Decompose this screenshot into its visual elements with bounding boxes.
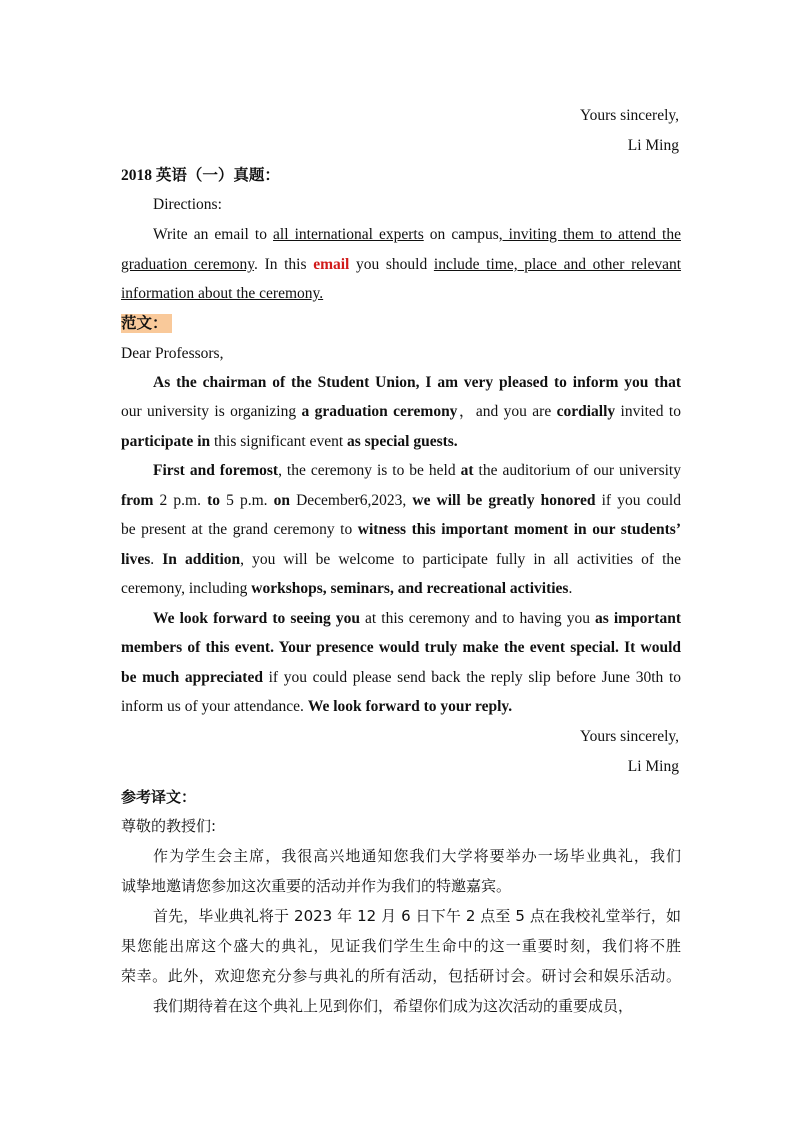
text-run: December6,2023, xyxy=(289,492,413,509)
translation-line-5: 荣幸。此外，欢迎您充分参与典礼的所有活动，包括研讨会。研讨会和娱乐活动。 xyxy=(121,967,681,985)
text-run: Write an email to xyxy=(153,226,274,243)
underlined-run: graduation ceremony xyxy=(121,256,255,273)
text-run: the auditorium of our university xyxy=(473,462,681,479)
para3-line-4 xyxy=(121,697,681,717)
bold-run: from xyxy=(121,492,154,509)
para1-line-2 xyxy=(121,402,681,422)
translation-greeting: 尊敬的教授们: xyxy=(121,817,217,835)
letter-closing-name: Li Ming xyxy=(627,758,679,775)
translation-line-4: 果您能出席这个盛大的典礼，见证我们学生生命中的这一重要时刻，我们将不胜 xyxy=(121,937,681,955)
closing-sincerely: Yours sincerely, xyxy=(579,107,679,124)
para2-line-1 xyxy=(153,461,681,481)
bold-run: a graduation ceremony xyxy=(301,403,458,420)
directions-line-1 xyxy=(153,225,681,245)
text-run: , the ceremony is to be held xyxy=(278,462,461,479)
text-run: . In this xyxy=(254,256,314,273)
text-run: inform us of your attendance. xyxy=(121,698,308,715)
bold-run: We look forward to seeing you xyxy=(153,610,360,627)
bold-run: at xyxy=(460,462,474,479)
para3-line-3 xyxy=(121,668,681,688)
bold-run: In addition xyxy=(162,551,241,568)
directions-label: Directions: xyxy=(153,196,222,213)
translation-label: 参考译文： xyxy=(121,788,197,806)
text-run: invited to xyxy=(615,403,681,420)
text-run: this significant event xyxy=(210,433,348,450)
bold-run: be much appreciated xyxy=(121,669,263,686)
bold-run: lives xyxy=(121,551,151,568)
text-run: if you could xyxy=(595,492,681,509)
para1-line-1: As the chairman of the Student Union, I am very pleased to inform you that xyxy=(153,374,681,391)
closing-name: Li Ming xyxy=(627,137,679,154)
bold-run: as important xyxy=(595,610,682,627)
text-run: , you will be welcome to participate fully in all activities of the xyxy=(240,551,682,568)
sample-label xyxy=(121,314,681,334)
text-run: on campus xyxy=(423,226,499,243)
text-run: you should xyxy=(349,256,434,273)
letter-greeting: Dear Professors, xyxy=(121,345,224,362)
bold-run: as special guests. xyxy=(347,433,458,450)
sample-label-text: 范文： xyxy=(121,314,172,333)
para2-line-3 xyxy=(121,520,681,540)
text-run: if you could please send back the reply slip before June 30th to xyxy=(262,669,681,686)
underlined-run: include time, place and other relevant xyxy=(433,256,682,273)
bold-run: We look forward to your reply. xyxy=(307,698,513,715)
bold-run: we will be greatly honored xyxy=(412,492,596,509)
bold-run: participate in xyxy=(121,433,211,450)
translation-line-1: 作为学生会主席，我很高兴地通知您我们大学将要举办一场毕业典礼，我们 xyxy=(153,847,681,865)
directions-line-2 xyxy=(121,255,681,275)
para2-line-4 xyxy=(121,550,681,570)
text-run: . xyxy=(150,551,163,568)
translation-line-2: 诚挚地邀请您参加这次重要的活动并作为我们的特邀嘉宾。 xyxy=(121,877,512,895)
text-run: . xyxy=(568,580,573,597)
bold-run: witness this important moment in our students’ xyxy=(357,521,681,538)
underlined-run: , inviting them to attend the xyxy=(498,226,681,243)
bold-run: First and foremost xyxy=(153,462,279,479)
text-run: our university is organizing xyxy=(121,403,302,420)
text-run: 5 p.m. xyxy=(219,492,274,509)
para1-line-3 xyxy=(121,432,681,452)
para2-line-5 xyxy=(121,579,681,599)
bold-run: cordially xyxy=(556,403,616,420)
para2-line-2 xyxy=(121,491,681,511)
para3-line-2: members of this event. Your presence would truly make the event special. It would xyxy=(121,639,681,656)
translation-line-6: 我们期待着在这个典礼上见到你们，希望你们成为这次活动的重要成员， xyxy=(153,997,634,1015)
underlined-run: all international experts xyxy=(273,226,424,243)
bold-run: to xyxy=(207,492,220,509)
bold-run: workshops, seminars, and recreational activities xyxy=(251,580,569,597)
text-run: ，and you are xyxy=(457,403,557,420)
text-run: 2 p.m. xyxy=(153,492,208,509)
bold-run: on xyxy=(273,492,290,509)
underlined-run: information about the ceremony. xyxy=(121,285,324,302)
text-run: be present at the grand ceremony to xyxy=(121,521,358,538)
letter-closing-sincerely: Yours sincerely, xyxy=(579,728,679,745)
para3-line-1 xyxy=(153,609,681,629)
section-heading: 2018 英语（一）真题： xyxy=(121,167,280,184)
directions-line-3 xyxy=(121,284,681,304)
highlighted-email-word: email xyxy=(313,256,350,273)
text-run: at this ceremony and to having you xyxy=(359,610,595,627)
translation-line-3: 首先，毕业典礼将于 2023 年 12 月 6 日下午 2 点至 5 点在我校礼堂举行，如 xyxy=(153,907,681,925)
text-run: ceremony, including xyxy=(121,580,252,597)
